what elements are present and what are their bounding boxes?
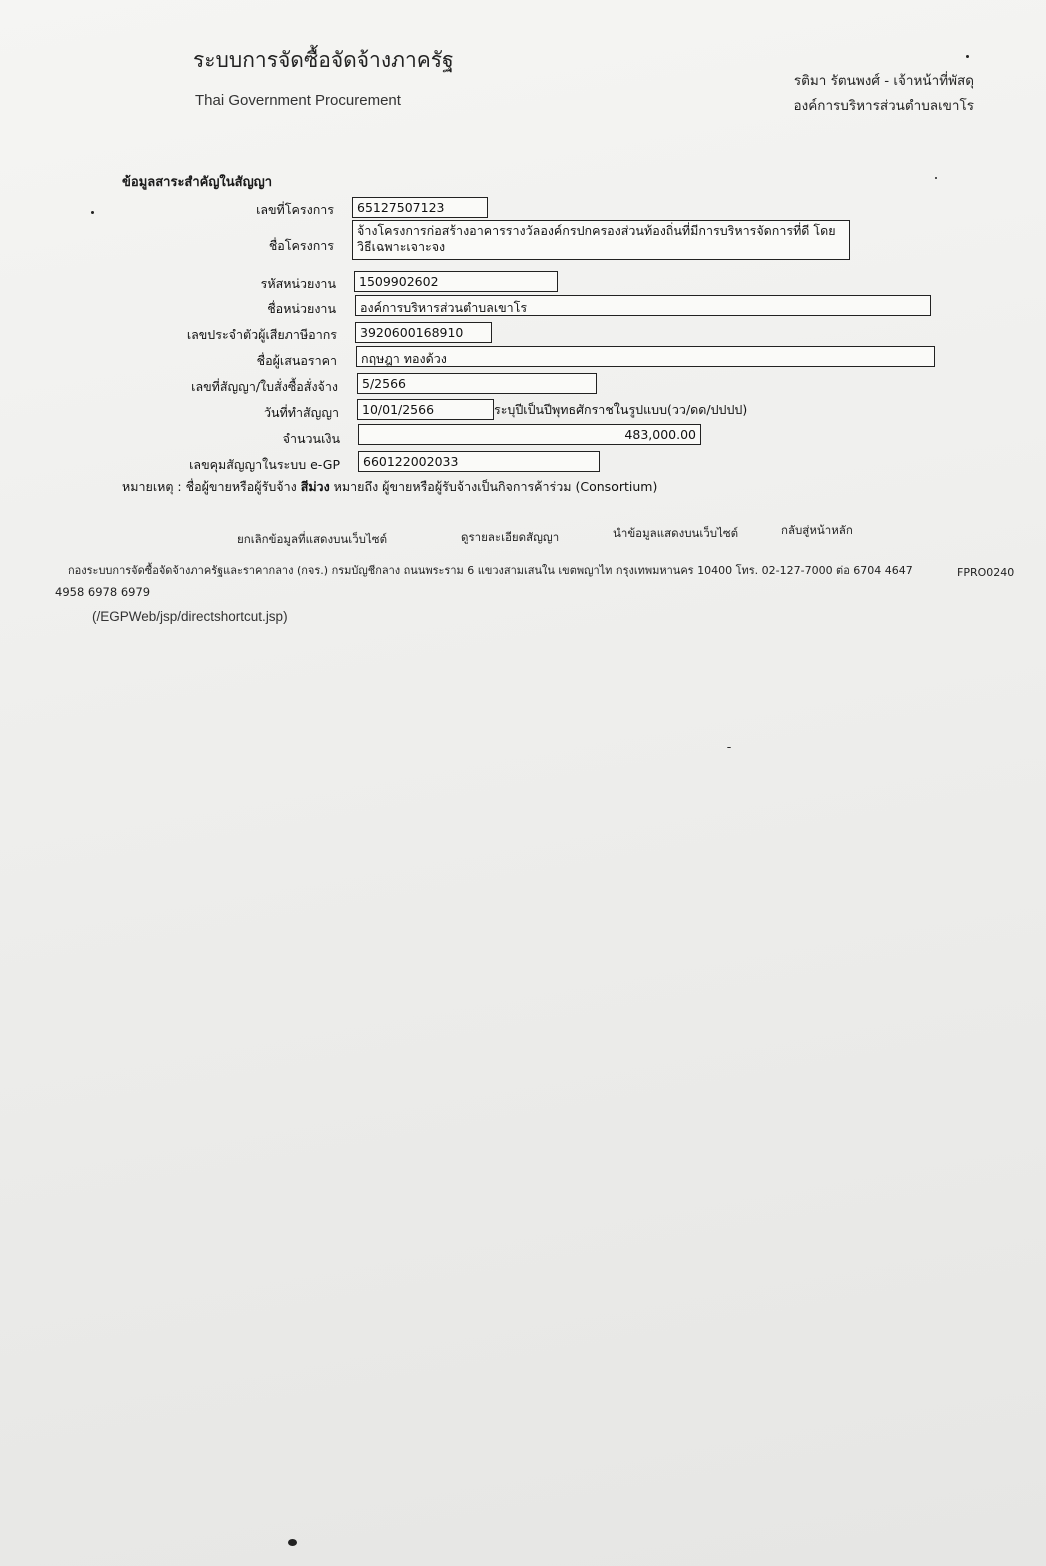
publish-button[interactable]: นำข้อมูลแสดงบนเว็บไซต์ xyxy=(613,526,739,540)
project-name-field[interactable]: จ้างโครงการก่อสร้างอาคารรางวัลองค์กรปกครองส่วนท้องถิ่นที่มีการบริหารจัดการที่ดี โดยวิธีเฉพาะเจาะจง xyxy=(352,220,850,260)
unit-name-label: ชื่อหน่วยงาน xyxy=(267,301,336,316)
bidder-name-label: ชื่อผู้เสนอราคา xyxy=(256,353,337,368)
note-suffix: หมายถึง ผู้ขายหรือผู้รับจ้างเป็นกิจการค้าร่วม (Consortium) xyxy=(333,479,658,494)
back-home-button[interactable]: กลับสู่หน้าหลัก xyxy=(781,523,853,537)
paper-speck xyxy=(935,177,937,179)
unit-code-field[interactable]: 1509902602 xyxy=(354,271,558,292)
project-no-label: เลขที่โครงการ xyxy=(256,202,334,217)
paper-speck xyxy=(966,55,969,58)
amount-field[interactable]: 483,000.00 xyxy=(358,424,701,445)
site-subtitle: Thai Government Procurement xyxy=(195,92,401,109)
user-org: องค์การบริหารส่วนตำบลเขาโร xyxy=(793,98,974,114)
paper-speck xyxy=(727,747,731,748)
amount-label: จำนวนเงิน xyxy=(282,431,340,446)
note-prefix: หมายเหตุ : ชื่อผู้ขายหรือผู้รับจ้าง xyxy=(122,479,297,494)
egp-no-label: เลขคุมสัญญาในระบบ e-GP xyxy=(189,457,340,472)
footer-url: (/EGPWeb/jsp/directshortcut.jsp) xyxy=(92,609,288,624)
user-name: รติมา รัตนพงศ์ - เจ้าหน้าที่พัสดุ xyxy=(793,73,974,89)
paper-speck xyxy=(91,211,94,214)
site-title: ระบบการจัดซื้อจัดจ้างภาครัฐ xyxy=(193,48,454,72)
footer-address: กองระบบการจัดซื้อจัดจ้างภาครัฐและราคากลาง (กจร.) กรมบัญชีกลาง ถนนพระราม 6 แขวงสามเสนใน เขตพญาไท กรุงเทพมหานคร 10400 โทร. 02-127-7000 ต่อ 6704 4647 xyxy=(68,564,913,577)
tax-id-label: เลขประจำตัวผู้เสียภาษีอากร xyxy=(186,327,337,342)
date-format-hint: ระบุปีเป็นปีพุทธศักราชในรูปแบบ(วว/ดด/ปปปป) xyxy=(494,402,748,417)
note-highlight: สีม่วง xyxy=(300,479,330,494)
unit-code-label: รหัสหน่วยงาน xyxy=(260,276,336,291)
cancel-publish-button[interactable]: ยกเลิกข้อมูลที่แสดงบนเว็บไซต์ xyxy=(237,532,388,546)
consortium-note xyxy=(122,477,657,497)
footer-phone: 4958 6978 6979 xyxy=(55,585,151,599)
paper-speck xyxy=(288,1539,297,1546)
contract-no-field[interactable]: 5/2566 xyxy=(357,373,597,394)
contract-no-label: เลขที่สัญญา/ใบสั่งซื้อสั่งจ้าง xyxy=(191,379,338,394)
contract-date-label: วันที่ทำสัญญา xyxy=(263,405,339,420)
project-no-field[interactable]: 65127507123 xyxy=(352,197,488,218)
tax-id-field[interactable]: 3920600168910 xyxy=(355,322,492,343)
bidder-name-field[interactable]: กฤษฎา ทองด้วง xyxy=(356,346,935,367)
section-title: ข้อมูลสาระสำคัญในสัญญา xyxy=(122,175,273,190)
view-contract-button[interactable]: ดูรายละเอียดสัญญา xyxy=(461,530,560,544)
contract-date-field[interactable]: 10/01/2566 xyxy=(357,399,494,420)
egp-no-field[interactable]: 660122002033 xyxy=(358,451,600,472)
unit-name-field[interactable]: องค์การบริหารส่วนตำบลเขาโร xyxy=(355,295,931,316)
project-name-label: ชื่อโครงการ xyxy=(268,238,334,253)
page-code: FPRO0240 xyxy=(957,566,1015,579)
